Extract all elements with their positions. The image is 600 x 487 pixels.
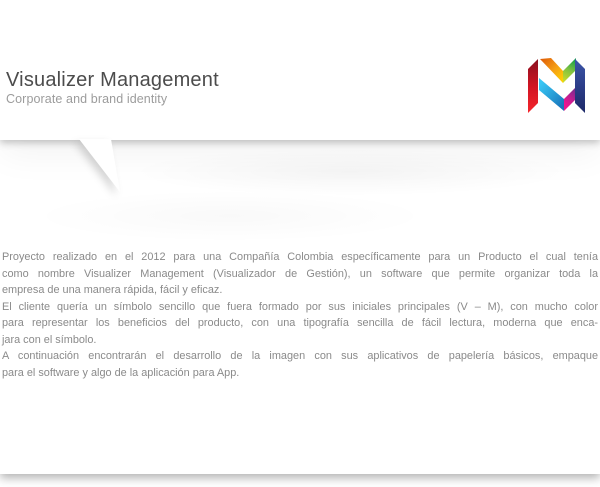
logo-stroke-orange bbox=[540, 58, 563, 83]
logo-stroke-cyan bbox=[539, 78, 564, 111]
logo-stroke-red bbox=[528, 59, 538, 113]
project-description bbox=[2, 249, 598, 381]
ambient-shadow bbox=[30, 190, 430, 242]
body-text-line: para representar los beneficios del producto, con una tipografía sencilla de fácil lectura, moderna que enca- bbox=[2, 317, 598, 330]
body-text-line: El cliente quería un símbolo sencillo que fuera formado por sus iniciales principales (V – M), con mucho color bbox=[2, 300, 598, 313]
speech-bubble-tail bbox=[70, 139, 130, 195]
body-text-line: Proyecto realizado en el 2012 para una Compañía Colombia específicamente para un Producto el cual tenía bbox=[2, 251, 598, 263]
logo-stroke-green bbox=[563, 58, 576, 83]
brand-block bbox=[6, 69, 219, 106]
body-text-line: para el software y algo de la aplicación para App. bbox=[2, 366, 240, 379]
body-text-line: jara con el símbolo. bbox=[2, 333, 97, 346]
header-card bbox=[0, 0, 600, 140]
body-text-line: como nombre Visualizer Management (Visualizador de Gestión), un software que permite organizar toda la bbox=[2, 267, 598, 280]
vm-logo-icon bbox=[528, 57, 586, 113]
page-title: Visualizer Management bbox=[6, 69, 219, 91]
body-text-line: empresa de una manera rápida, fácil y eficaz. bbox=[2, 284, 223, 297]
ambient-shadow bbox=[130, 148, 570, 196]
page-subtitle: Corporate and brand identity bbox=[6, 92, 168, 107]
logo-stroke-navy bbox=[575, 59, 585, 113]
body-text-line: A continuación encontrarán el desarrollo de la imagen con sus aplicativos de papelería básicos, empaque bbox=[2, 350, 598, 363]
